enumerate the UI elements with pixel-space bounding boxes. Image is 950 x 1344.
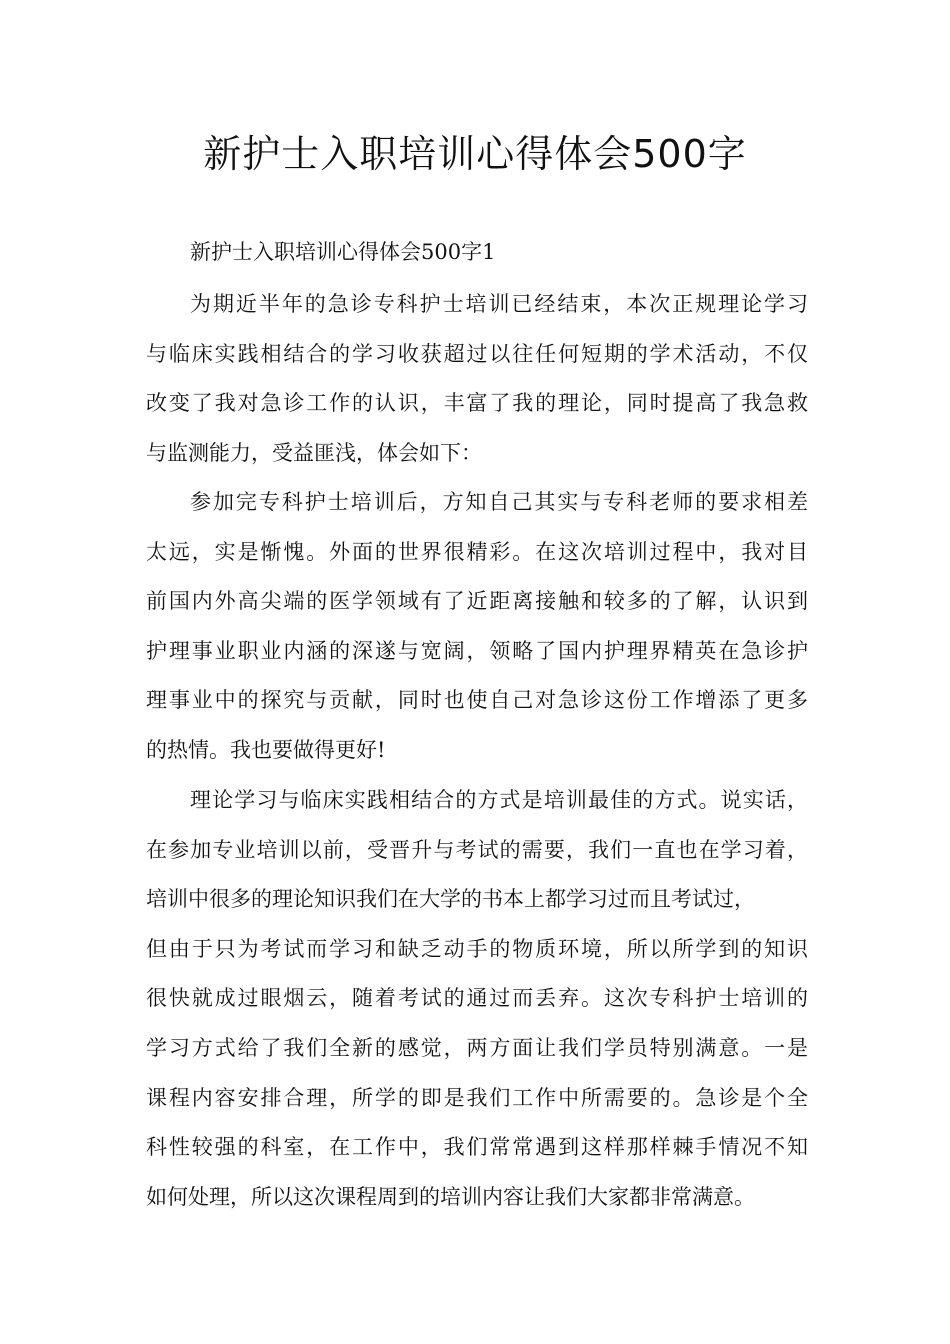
text-line: 太远，实是惭愧。外面的世界很精彩。在这次培训过程中，我对目	[146, 539, 808, 564]
paragraph-2	[146, 478, 808, 776]
text-line: 培训中很多的理论知识我们在大学的书本上都学习过而且考试过，	[146, 887, 755, 912]
text-line: 如何处理，所以这次课程周到的培训内容让我们大家都非常满意。	[146, 1184, 755, 1209]
text-line: 学习方式给了我们全新的感觉，两方面让我们学员特别满意。一是	[146, 1035, 808, 1060]
text-line: 科性较强的科室，在工作中，我们常常遇到这样那样棘手情况不知	[146, 1135, 808, 1160]
text-line: 但由于只为考试而学习和缺乏动手的物质环境，所以所学到的知识	[146, 936, 808, 961]
paragraph-3	[146, 776, 808, 1222]
text-line: 很快就成过眼烟云，随着考试的通过而丢弃。这次专科护士培训的	[146, 986, 808, 1011]
text-line: 与临床实践相结合的学习收获超过以往任何短期的学术活动，不仅	[146, 341, 808, 366]
text-line: 的热情。我也要做得更好!	[146, 737, 386, 762]
paragraph-1	[146, 280, 808, 478]
document-title: 新护士入职培训心得体会500字	[203, 132, 747, 176]
text-line: 在参加专业培训以前，受晋升与考试的需要，我们一直也在学习着，	[146, 837, 808, 862]
text-line: 前国内外高尖端的医学领域有了近距离接触和较多的了解，认识到	[146, 589, 808, 614]
section-heading: 新护士入职培训心得体会500字1	[190, 240, 496, 264]
text-line: 理论学习与临床实践相结合的方式是培训最佳的方式。说实话，	[190, 788, 808, 812]
text-line: 课程内容安排合理，所学的即是我们工作中所需要的。急诊是个全	[146, 1085, 808, 1110]
text-line: 与监测能力，受益匪浅，体会如下：	[146, 440, 482, 465]
text-line: 理事业中的探究与贡献，同时也使自己对急诊这份工作增添了更多	[146, 688, 808, 713]
text-line: 改变了我对急诊工作的认识，丰富了我的理论，同时提高了我急救	[146, 391, 808, 416]
text-line: 参加完专科护士培训后，方知自己其实与专科老师的要求相差	[190, 490, 808, 514]
text-line: 为期近半年的急诊专科护士培训已经结束，本次正规理论学习	[190, 292, 808, 316]
text-line: 护理事业职业内涵的深遂与宽阔，领略了国内护理界精英在急诊护	[146, 638, 808, 663]
